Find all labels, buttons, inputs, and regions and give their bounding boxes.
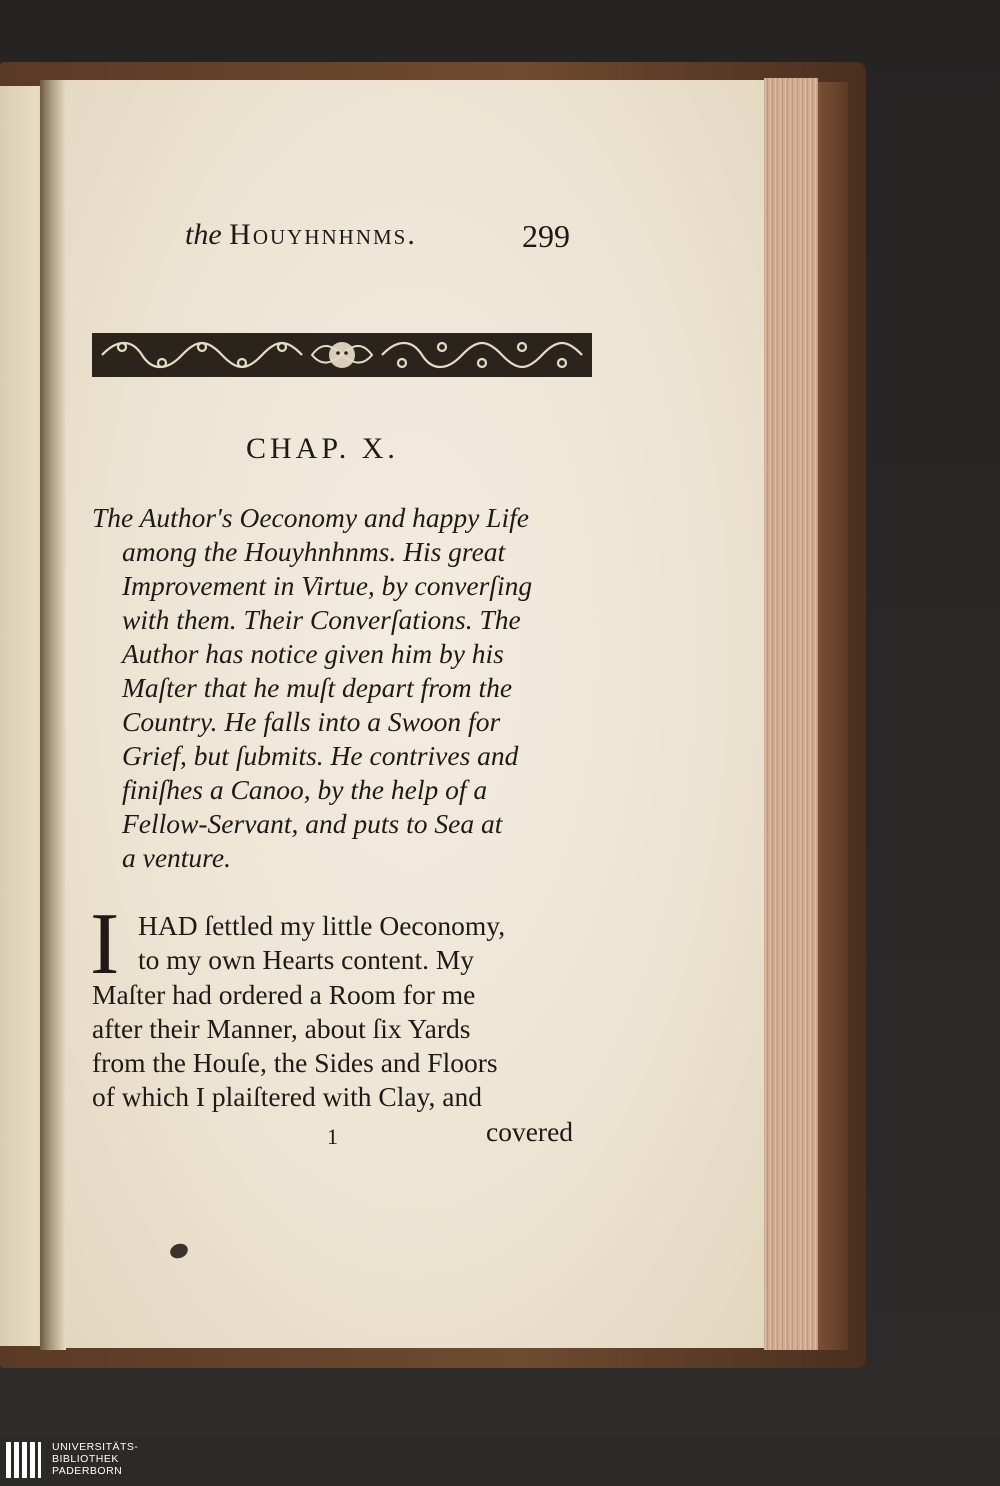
- chapter-summary-line: Maſter that he muſt depart from the: [122, 672, 513, 703]
- chapter-summary-line: among the Houyhnhnms. His great: [122, 536, 506, 567]
- chapter-summary-line: Improvement in Virtue, by converſing: [122, 570, 533, 601]
- library-name: [52, 1441, 138, 1477]
- catchword: covered: [486, 1116, 574, 1147]
- body-text-line: of which I plaiſtered with Clay, and: [92, 1081, 482, 1112]
- library-name-line: BIBLIOTHEK: [52, 1453, 119, 1465]
- library-logo-icon: [6, 1442, 42, 1478]
- chapter-summary-line: Grief, but ſubmits. He contrives and: [122, 740, 519, 771]
- signature-mark: 1: [327, 1124, 338, 1149]
- chapter-heading: CHAP. X.: [246, 432, 399, 465]
- cover-edge: [818, 82, 848, 1350]
- page-number: 299: [522, 218, 570, 254]
- body-text-line: after their Manner, about ſix Yards: [92, 1013, 471, 1044]
- body-text-line: Maſter had ordered a Room for me: [92, 979, 476, 1010]
- body-text-line: from the Houſe, the Sides and Floors: [92, 1047, 498, 1078]
- chapter-summary-line: Author has notice given him by his: [122, 638, 504, 669]
- footer-bar: [0, 1436, 1000, 1486]
- page-edges: [764, 78, 818, 1350]
- chapter-summary-line: Fellow-Servant, and puts to Sea at: [122, 808, 503, 839]
- chapter-summary-line: finiſhes a Canoo, by the help of a: [122, 774, 488, 805]
- headpiece-ornament: [92, 333, 592, 377]
- chapter-summary-line: Country. He falls into a Swoon for: [122, 706, 501, 737]
- body-text-line: HAD ſettled my little Oeconomy,: [138, 910, 506, 941]
- chapter-summary-line: with them. Their Converſations. The: [122, 604, 521, 635]
- chapter-summary-line: The Author's Oeconomy and happy Life: [92, 502, 529, 533]
- drop-cap: I: [90, 896, 120, 993]
- running-head-prefix: the: [185, 218, 222, 251]
- body-text-line: to my own Hearts content. My: [138, 944, 475, 975]
- library-name-line: UNIVERSITÄTS-: [52, 1441, 139, 1453]
- book-gutter: [40, 80, 66, 1350]
- running-head-title: Houyhnhnms.: [229, 218, 417, 251]
- library-name-line: PADERBORN: [52, 1465, 123, 1477]
- chapter-summary-line: a venture.: [122, 842, 231, 873]
